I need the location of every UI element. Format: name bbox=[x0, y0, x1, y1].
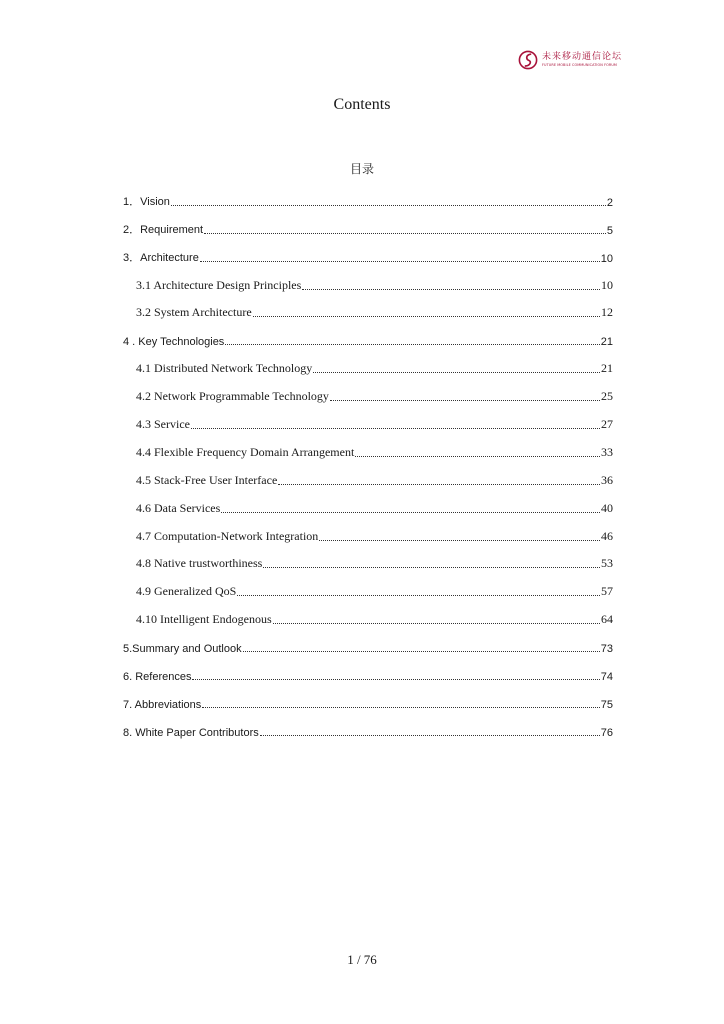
toc-entry-summary-and-outlook[interactable] bbox=[123, 627, 613, 655]
toc-entry-label: 4.4 Flexible Frequency Domain Arrangement bbox=[136, 444, 355, 459]
toc-entry-service[interactable] bbox=[123, 404, 613, 432]
toc-entry-page: 25 bbox=[601, 389, 613, 404]
toc-entry-label: 4.2 Network Programmable Technology bbox=[136, 389, 329, 404]
toc-dot-leader bbox=[202, 707, 599, 708]
toc-entry-computation-network-integration[interactable] bbox=[123, 516, 613, 544]
toc-entry-page: 2 bbox=[606, 196, 613, 209]
toc-entry-label: 4.3 Service bbox=[136, 417, 190, 432]
forum-logo-icon bbox=[518, 50, 538, 70]
toc-dot-leader bbox=[355, 456, 600, 457]
toc-dot-leader bbox=[273, 623, 600, 624]
toc-dot-leader bbox=[221, 512, 600, 513]
toc-entry-native-trustworthiness[interactable] bbox=[123, 544, 613, 572]
toc-entry-page: 33 bbox=[601, 444, 613, 459]
toc-entry-page: 57 bbox=[601, 584, 613, 599]
toc-entry-page: 10 bbox=[600, 252, 613, 265]
toc-entry-vision[interactable] bbox=[123, 181, 613, 209]
toc-entry-page: 5 bbox=[606, 224, 613, 237]
toc-dot-leader bbox=[237, 595, 600, 596]
toc-entry-page: 27 bbox=[601, 417, 613, 432]
toc-dot-leader bbox=[263, 567, 600, 568]
toc-dot-leader bbox=[330, 400, 600, 401]
toc-entry-page: 36 bbox=[601, 472, 613, 487]
toc-entry-architecture-design-principles[interactable] bbox=[123, 265, 613, 293]
logo-chinese-name: 未来移动通信论坛 bbox=[542, 51, 623, 62]
toc-dot-leader bbox=[302, 289, 600, 290]
toc-entry-label: 3．Architecture bbox=[123, 251, 199, 264]
toc-dot-leader bbox=[192, 679, 599, 680]
toc-entry-page: 12 bbox=[601, 305, 613, 320]
toc-entry-page: 76 bbox=[600, 726, 613, 739]
toc-entry-page: 10 bbox=[601, 277, 613, 292]
toc-dot-leader bbox=[313, 372, 600, 373]
toc-entry-system-architecture[interactable] bbox=[123, 293, 613, 321]
toc-entry-intelligent-endogenous[interactable] bbox=[123, 599, 613, 627]
toc-entry-data-services[interactable] bbox=[123, 488, 613, 516]
toc-entry-page: 75 bbox=[600, 698, 613, 711]
toc-entry-label: 3.1 Architecture Design Principles bbox=[136, 277, 302, 292]
toc-dot-leader bbox=[278, 484, 600, 485]
toc-entry-stack-free-user-interface[interactable] bbox=[123, 460, 613, 488]
toc-dot-leader bbox=[204, 233, 606, 234]
page-subtitle: 目录 bbox=[349, 162, 374, 176]
page-number: 1 / 76 bbox=[347, 952, 377, 967]
toc-entry-generalized-qos[interactable] bbox=[123, 571, 613, 599]
toc-entry-label: 2．Requirement bbox=[123, 223, 204, 236]
page-title: Contents bbox=[333, 96, 391, 113]
toc-entry-abbreviations[interactable] bbox=[123, 683, 613, 711]
toc-entry-requirement[interactable] bbox=[123, 209, 613, 237]
forum-logo bbox=[518, 50, 622, 70]
toc-entry-network-programmable-technology[interactable] bbox=[123, 376, 613, 404]
toc-entry-white-paper-contributors[interactable] bbox=[123, 711, 613, 739]
toc-entry-label: 4.6 Data Services bbox=[136, 500, 221, 515]
logo-english-name: FUTURE MOBILE COMMUNICATION FORUM bbox=[542, 62, 617, 67]
toc-dot-leader bbox=[191, 428, 600, 429]
toc-dot-leader bbox=[319, 540, 600, 541]
toc-entry-page: 46 bbox=[601, 528, 613, 543]
toc-entry-page: 21 bbox=[601, 361, 613, 376]
toc-dot-leader bbox=[200, 261, 600, 262]
toc-entry-label: 4.10 Intelligent Endogenous bbox=[136, 612, 272, 627]
toc-entry-label: 4.8 Native trustworthiness bbox=[136, 556, 263, 571]
toc-dot-leader bbox=[225, 344, 599, 345]
toc-entry-page: 64 bbox=[601, 612, 613, 627]
toc-entry-label: 4 . Key Technologies bbox=[123, 336, 225, 349]
toc-dot-leader bbox=[253, 316, 600, 317]
toc-entry-references[interactable] bbox=[123, 655, 613, 683]
toc-entry-page: 53 bbox=[601, 556, 613, 571]
toc-entry-architecture[interactable] bbox=[123, 237, 613, 265]
toc-entry-label: 1．Vision bbox=[123, 195, 170, 208]
toc-entry-label: 4.5 Stack-Free User Interface bbox=[136, 472, 278, 487]
toc-dot-leader bbox=[171, 205, 606, 206]
toc-dot-leader bbox=[243, 651, 600, 652]
toc-entry-label: 5.Summary and Outlook bbox=[123, 643, 242, 656]
toc-entry-page: 74 bbox=[600, 671, 613, 684]
toc-entry-page: 40 bbox=[601, 500, 613, 515]
toc-entry-label: 3.2 System Architecture bbox=[136, 305, 252, 320]
toc-entry-label: 4.9 Generalized QoS bbox=[136, 584, 237, 599]
toc-entry-label: 7. Abbreviations bbox=[123, 698, 202, 711]
toc-entry-page: 21 bbox=[600, 336, 613, 349]
toc-entry-distributed-network-technology[interactable] bbox=[123, 348, 613, 376]
toc-entry-label: 4.1 Distributed Network Technology bbox=[136, 361, 313, 376]
toc-entry-label: 8. White Paper Contributors bbox=[123, 726, 259, 739]
toc-entry-page: 73 bbox=[600, 643, 613, 656]
toc-entry-label: 6. References bbox=[123, 671, 192, 684]
toc-entry-key-technologies[interactable] bbox=[123, 320, 613, 348]
toc-entry-flexible-frequency-domain-arrangement[interactable] bbox=[123, 432, 613, 460]
toc-entry-label: 4.7 Computation-Network Integration bbox=[136, 528, 319, 543]
toc-dot-leader bbox=[260, 735, 600, 736]
table-of-contents bbox=[123, 181, 613, 739]
